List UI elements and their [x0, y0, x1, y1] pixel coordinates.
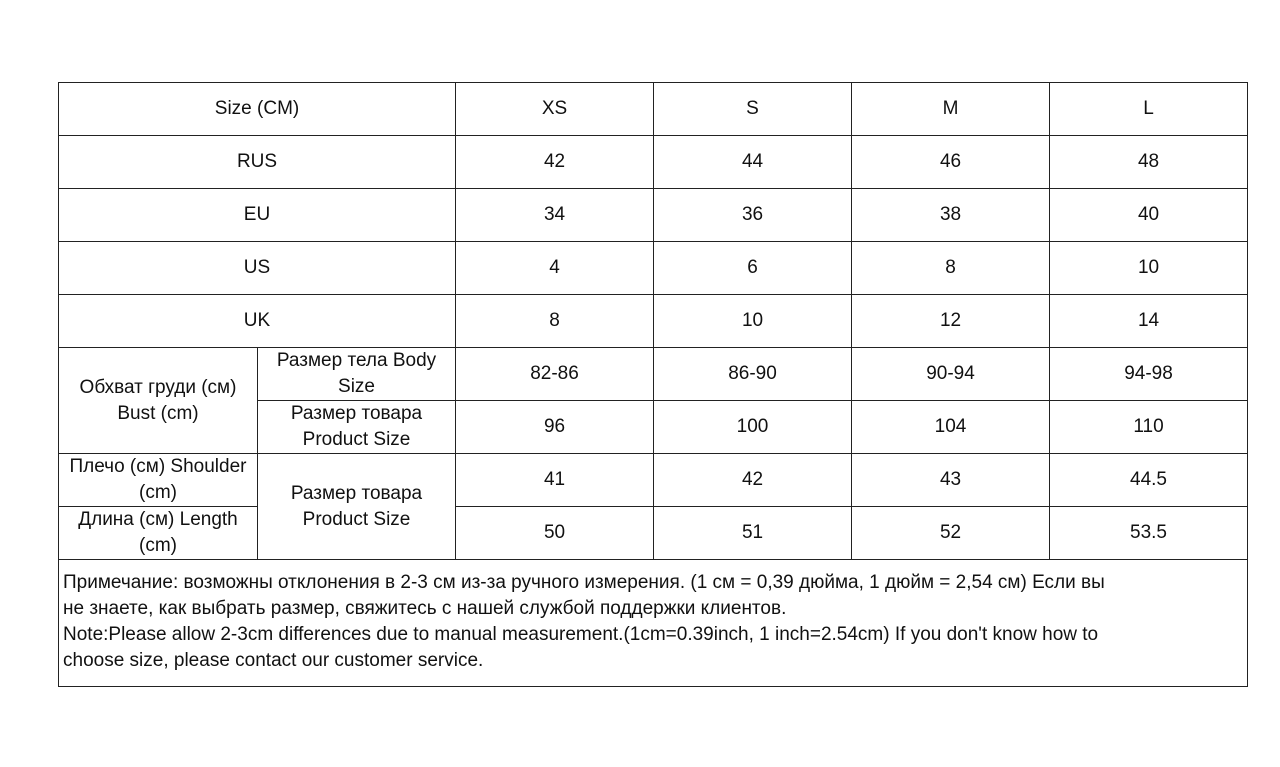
note-row	[59, 560, 1248, 687]
bust-label-ru: Обхват груди (см)	[79, 376, 237, 398]
body-size-label-ru: Размер тела	[276, 350, 388, 371]
product-size-label-ru: Размер товара	[290, 482, 423, 504]
uk-label: UK	[59, 295, 456, 348]
shoulder-s: 42	[654, 454, 852, 507]
bust-body-s: 86-90	[654, 348, 852, 401]
uk-m: 12	[852, 295, 1050, 348]
shoulder-label	[59, 454, 258, 507]
length-row	[59, 507, 1248, 560]
size-header-label: Size (CM)	[59, 83, 456, 136]
length-l: 53.5	[1050, 507, 1248, 560]
shoulder-label-ru: Плечо (см)	[69, 456, 166, 477]
eu-m: 38	[852, 189, 1050, 242]
rus-xs: 42	[456, 136, 654, 189]
bust-body-row	[59, 348, 1248, 401]
us-row	[59, 242, 1248, 295]
bust-label	[59, 348, 258, 454]
note-ru-line-1: Примечание: возможны отклонения в 2-3 см из-за ручного измерения. (1 см = 0,39 дюйма, 1 дюйм = 2,54 см) Если вы	[63, 572, 1105, 593]
eu-label: EU	[59, 189, 456, 242]
length-label-ru: Длина (см)	[78, 509, 175, 530]
size-chart-table	[58, 82, 1248, 687]
eu-s: 36	[654, 189, 852, 242]
bust-body-m: 90-94	[852, 348, 1050, 401]
eu-l: 40	[1050, 189, 1248, 242]
uk-row	[59, 295, 1248, 348]
length-label	[59, 507, 258, 560]
bust-body-xs: 82-86	[456, 348, 654, 401]
length-label-en: Length (cm)	[139, 509, 238, 556]
size-header-s: S	[654, 83, 852, 136]
shoulder-l: 44.5	[1050, 454, 1248, 507]
uk-xs: 8	[456, 295, 654, 348]
us-xs: 4	[456, 242, 654, 295]
bust-product-m: 104	[852, 401, 1050, 454]
shoulder-xs: 41	[456, 454, 654, 507]
length-s: 51	[654, 507, 852, 560]
uk-s: 10	[654, 295, 852, 348]
note-en-line-1: Note:Please allow 2-3cm differences due to manual measurement.(1cm=0.39inch, 1 inch=2.54cm) If you don't know how to	[63, 624, 1099, 645]
body-size-label	[258, 348, 456, 401]
bust-product-l: 110	[1050, 401, 1248, 454]
shoulder-row	[59, 454, 1248, 507]
bust-body-l: 94-98	[1050, 348, 1248, 401]
us-s: 6	[654, 242, 852, 295]
note-en-line-2: choose size, please contact our customer service.	[63, 650, 484, 671]
size-header-xs: XS	[456, 83, 654, 136]
bust-product-label-en: Product Size	[302, 429, 411, 450]
us-label: US	[59, 242, 456, 295]
uk-l: 14	[1050, 295, 1248, 348]
measurement-note	[59, 560, 1248, 687]
us-m: 8	[852, 242, 1050, 295]
us-l: 10	[1050, 242, 1248, 295]
bust-product-label-ru: Размер товара	[290, 403, 423, 424]
body-size-label-en: Body Size	[338, 350, 437, 397]
rus-m: 46	[852, 136, 1050, 189]
bust-product-s: 100	[654, 401, 852, 454]
size-header-m: M	[852, 83, 1050, 136]
product-size-label-en: Product Size	[302, 508, 411, 530]
header-row	[59, 83, 1248, 136]
size-header-l: L	[1050, 83, 1248, 136]
length-m: 52	[852, 507, 1050, 560]
bust-product-xs: 96	[456, 401, 654, 454]
bust-label-en: Bust (cm)	[117, 402, 199, 424]
shoulder-label-en: Shoulder (cm)	[139, 456, 247, 503]
bust-product-size-label	[258, 401, 456, 454]
rus-s: 44	[654, 136, 852, 189]
note-ru-line-2: не знаете, как выбрать размер, свяжитесь с нашей службой поддержки клиентов.	[63, 598, 787, 619]
length-xs: 50	[456, 507, 654, 560]
rus-l: 48	[1050, 136, 1248, 189]
rus-row	[59, 136, 1248, 189]
eu-xs: 34	[456, 189, 654, 242]
shoulder-m: 43	[852, 454, 1050, 507]
rus-label: RUS	[59, 136, 456, 189]
eu-row	[59, 189, 1248, 242]
product-size-label	[258, 454, 456, 560]
